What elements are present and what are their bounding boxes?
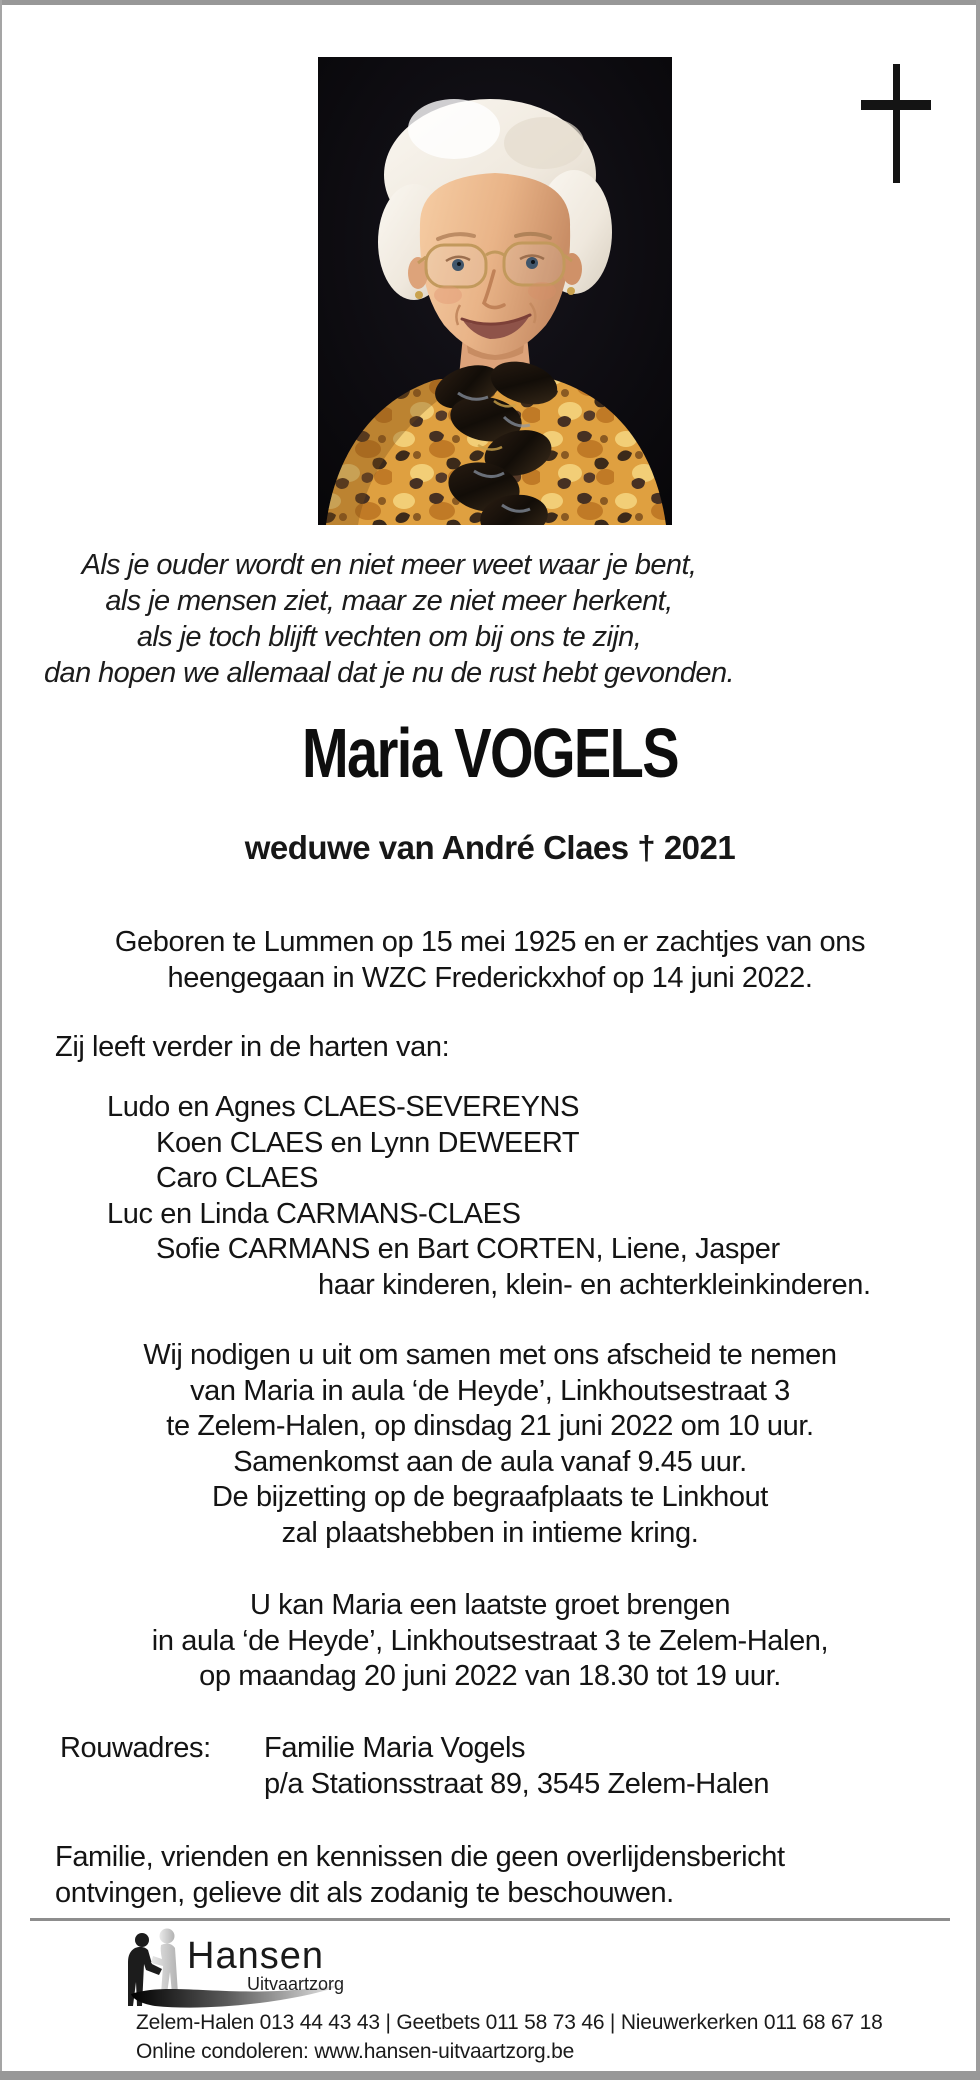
poem-line: dan hopen we allemaal dat je nu de rust hebt gevonden.	[44, 657, 734, 689]
list-item: Caro CLAES	[156, 1162, 319, 1194]
ceremony-line: Wij nodigen u uit om samen met ons afscheid te nemen	[143, 1339, 837, 1371]
list-item: Koen CLAES en Lynn DEWEERT	[156, 1126, 580, 1159]
list-item: Luc en Linda CARMANS-CLAES	[107, 1197, 521, 1230]
mourning-address-label: Rouwadres:	[60, 1732, 211, 1764]
notice	[55, 1840, 785, 1911]
page-border-right	[976, 0, 980, 2080]
mourning-address-line: p/a Stationsstraat 89, 3545 Zelem-Halen	[264, 1767, 770, 1800]
survivors-list	[55, 1090, 871, 1303]
greeting-line: U kan Maria een laatste groet brengen	[249, 1589, 731, 1621]
list-item: Sofie CARMANS en Bart CORTEN, Liene, Jasper	[156, 1233, 780, 1265]
survivors-intro: Zij leeft verder in de harten van:	[55, 1031, 450, 1063]
ceremony-details	[0, 1338, 980, 1551]
memorial-poem	[0, 547, 778, 691]
poem-line: Als je ouder wordt en niet meer weet waar je bent,	[81, 549, 697, 581]
page-border-left	[0, 0, 2, 2080]
ceremony-line: te Zelem-Halen, op dinsdag 21 juni 2022 om 10 uur.	[166, 1410, 814, 1442]
deceased-name	[0, 716, 980, 790]
mourning-address-value	[264, 1731, 769, 1802]
poem-line: als je toch blijft vechten om bij ons te zijn,	[136, 621, 642, 653]
mourning-address	[60, 1731, 769, 1802]
contact-phones: Zelem-Halen 013 44 43 43 | Geetbets 011 58 73 46 | Nieuwerkerken 011 68 67 18	[136, 2011, 883, 2034]
relation-line: weduwe van André Claes † 2021	[244, 829, 736, 866]
list-item: haar kinderen, klein- en achterkleinkinderen.	[318, 1268, 871, 1301]
page-border-bottom	[0, 2071, 980, 2080]
greeting-line: op maandag 20 juni 2022 van 18.30 tot 19 uur.	[199, 1660, 781, 1692]
notice-line: ontvingen, gelieve dit als zodanig te beschouwen.	[55, 1876, 674, 1909]
funeral-home-logo	[95, 1928, 395, 2014]
list-item: Ludo en Agnes CLAES-SEVEREYNS	[107, 1091, 580, 1123]
brand-subtitle: Uitvaartzorg	[247, 1974, 345, 1994]
contact-online: Online condoleren: www.hansen-uitvaartzorg.be	[136, 2040, 575, 2063]
brand-name: Hansen	[187, 1935, 324, 1977]
mourning-address-line: Familie Maria Vogels	[264, 1732, 526, 1764]
footer-contacts	[136, 2008, 883, 2066]
life-dates	[0, 925, 980, 996]
deceased-name-text: Maria VOGELS	[301, 714, 679, 792]
ceremony-line: zal plaatshebben in intieme kring.	[281, 1516, 699, 1549]
notice-line: Familie, vrienden en kennissen die geen overlijdensbericht	[55, 1841, 785, 1873]
cross-icon	[861, 64, 931, 183]
poem-line: als je mensen ziet, maar ze niet meer herkent,	[105, 585, 673, 617]
last-greeting	[0, 1588, 980, 1695]
portrait-photo	[318, 57, 672, 525]
ceremony-line: Samenkomst aan de aula vanaf 9.45 uur.	[233, 1445, 747, 1478]
page-border-top	[0, 0, 980, 5]
ceremony-line: De bijzetting op de begraafplaats te Linkhout	[212, 1481, 768, 1513]
portrait-photo-art	[318, 57, 672, 525]
life-line: Geboren te Lummen op 15 mei 1925 en er zachtjes van ons	[114, 926, 866, 958]
life-line: heengegaan in WZC Frederickxhof op 14 juni 2022.	[167, 961, 813, 994]
greeting-line: in aula ‘de Heyde’, Linkhoutsestraat 3 te Zelem-Halen,	[151, 1624, 829, 1657]
ceremony-line: van Maria in aula ‘de Heyde’, Linkhoutsestraat 3	[190, 1374, 790, 1407]
handshake-figures-icon	[95, 1928, 395, 2014]
footer-divider	[30, 1918, 950, 1921]
